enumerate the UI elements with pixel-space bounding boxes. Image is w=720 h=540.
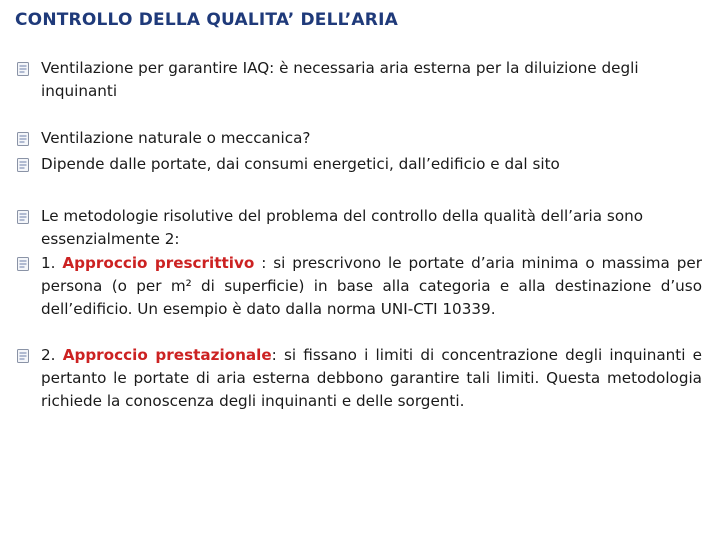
bullet-text: Ventilazione per garantire IAQ: è necessaria aria esterna per la diluizione degli inquinanti	[41, 59, 639, 100]
bullet-number: 1.	[41, 254, 63, 272]
bullet-number: 2.	[41, 346, 63, 364]
bullet-text	[41, 344, 702, 413]
document-bullet-icon	[15, 61, 31, 77]
bullet-body: : si prescrivono le portate d’aria minima o massima per persona (o per m² di superficie) in base alla categoria e alla destinazione d’uso dell’edificio. Un esempio è dato dalla norma UNI-CTI 10339.	[41, 254, 702, 318]
highlighted-term: Approccio prescrittivo	[62, 254, 255, 272]
bullet-text: Le metodologie risolutive del problema del controllo della qualità dell’aria sono essenzialmente 2:	[41, 207, 644, 248]
document-bullet-icon	[15, 209, 31, 225]
highlighted-term: Approccio prestazionale	[62, 346, 272, 364]
document-bullet-icon	[15, 131, 31, 147]
document-bullet-icon	[15, 256, 31, 272]
document-bullet-icon	[15, 157, 31, 173]
slide-title: CONTROLLO DELLA QUALITA’ DELL’ARIA	[15, 10, 398, 30]
bullet-text: Dipende dalle portate, dai consumi energetici, dall’edificio e dal sito	[41, 155, 560, 173]
document-bullet-icon	[15, 348, 31, 364]
bullet-text: Ventilazione naturale o meccanica?	[41, 129, 311, 147]
bullet-text	[41, 252, 702, 321]
bullet-body: : si fissano i limiti di concentrazione degli inquinanti e pertanto le portate di aria esterna debbono garantire tali limiti. Questa metodologia richiede la conoscenza degli inquinanti e delle sorgenti.	[41, 346, 702, 410]
